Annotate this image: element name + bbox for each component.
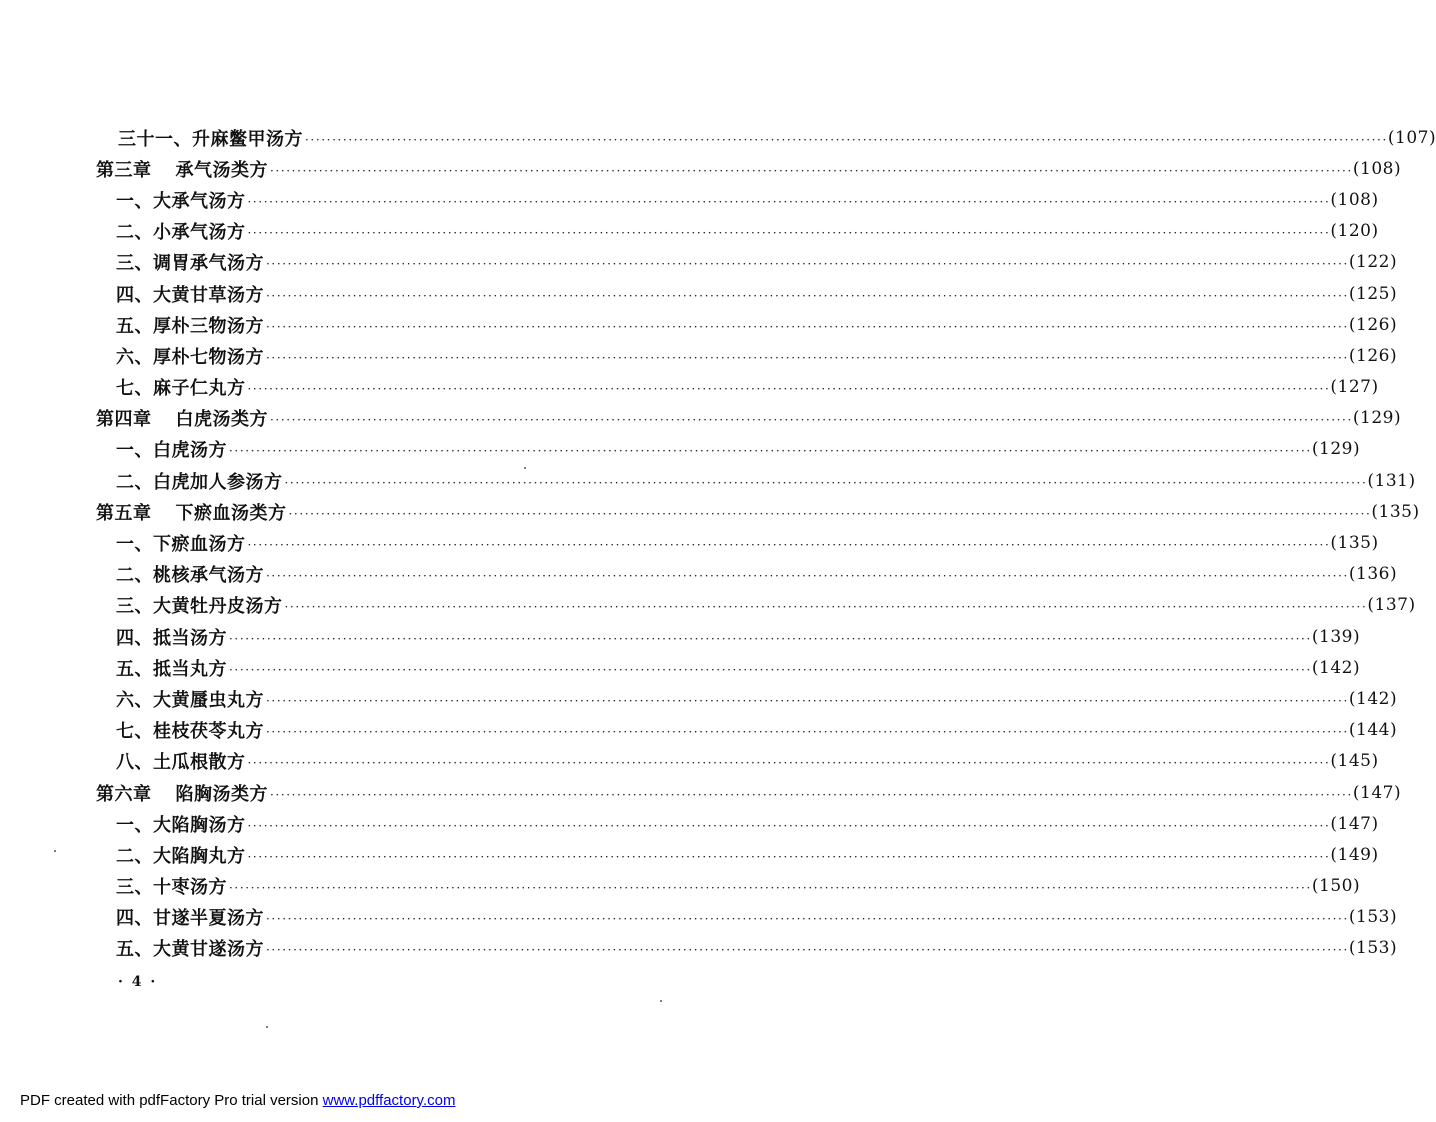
chapter-name: 下瘀血汤类方 xyxy=(175,502,287,524)
toc-entry-row xyxy=(0,184,1379,215)
chapter-title xyxy=(96,499,289,525)
page-reference: (107) xyxy=(1387,127,1436,148)
page-reference: (142) xyxy=(1348,688,1398,709)
dot-leader: ········································································································································································································ xyxy=(247,818,1331,833)
chapter-title xyxy=(96,405,270,431)
toc-entry-row xyxy=(0,216,1379,247)
toc-entry-row xyxy=(0,527,1379,558)
chapter-name: 陷胸汤类方 xyxy=(175,783,268,805)
page-reference: (137) xyxy=(1367,595,1416,616)
dot-leader: ········································································································································································································ xyxy=(266,257,1349,272)
toc-entry-row xyxy=(0,808,1379,839)
toc-entry-row xyxy=(0,683,1398,714)
toc-chapter-row xyxy=(0,403,1402,434)
entry-title: 二、小承气汤方 xyxy=(116,222,246,244)
toc-entry-row xyxy=(0,621,1361,652)
entry-title: 三、大黄牡丹皮汤方 xyxy=(116,596,283,618)
page-reference: (108) xyxy=(1330,189,1379,210)
chapter-name: 白虎汤类方 xyxy=(175,409,268,431)
pdf-footer xyxy=(20,1092,455,1109)
dot-leader: ········································································································································································································ xyxy=(266,912,1349,927)
dot-leader: ········································································································································································································ xyxy=(284,475,1368,490)
entry-title: 二、白虎加人参汤方 xyxy=(116,471,283,493)
page-reference: (149) xyxy=(1330,844,1379,865)
footer-text: PDF created with pdfFactory Pro trial version xyxy=(20,1092,319,1109)
chapter-title xyxy=(96,780,270,806)
page-reference: (145) xyxy=(1330,751,1379,772)
entry-title: 二、大陷胸丸方 xyxy=(116,845,246,867)
page-reference: (135) xyxy=(1371,501,1420,522)
page-reference: (129) xyxy=(1352,408,1402,429)
page-number: · 4 · xyxy=(118,974,158,990)
toc-entry-row xyxy=(0,247,1398,278)
toc-entry-row xyxy=(0,278,1398,309)
page-reference: (150) xyxy=(1311,876,1361,897)
dot-leader: ········································································································································································································ xyxy=(270,163,1353,178)
page-reference: (125) xyxy=(1348,283,1398,304)
entry-title: 一、大陷胸汤方 xyxy=(116,814,246,836)
table-of-contents xyxy=(0,122,1436,964)
chapter-number: 第四章 xyxy=(96,409,152,431)
dot-leader: ········································································································································································································ xyxy=(229,444,1312,459)
dot-leader: ········································································································································································································ xyxy=(284,600,1368,615)
dot-leader: ········································································································································································································ xyxy=(266,288,1349,303)
entry-title: 五、厚朴三物汤方 xyxy=(116,315,264,337)
entry-title: 四、甘遂半夏汤方 xyxy=(116,908,264,930)
toc-entry-row xyxy=(0,340,1398,371)
page-reference: (136) xyxy=(1348,564,1398,585)
entry-title: 四、抵当汤方 xyxy=(116,627,227,649)
toc-entry-row xyxy=(0,372,1379,403)
page-reference: (147) xyxy=(1330,813,1379,834)
entry-title: 八、土瓜根散方 xyxy=(116,752,246,774)
scan-speck xyxy=(660,1000,662,1002)
entry-title: 六、厚朴七物汤方 xyxy=(116,346,264,368)
dot-leader: ········································································································································································································ xyxy=(229,881,1312,896)
scan-speck xyxy=(266,1026,268,1028)
dot-leader: ········································································································································································································ xyxy=(266,350,1349,365)
entry-title: 三、调胃承气汤方 xyxy=(116,253,264,275)
toc-chapter-row xyxy=(0,496,1420,527)
page-reference: (122) xyxy=(1348,252,1398,273)
page-reference: (147) xyxy=(1352,782,1402,803)
entry-title: 七、麻子仁丸方 xyxy=(116,378,246,400)
entry-title: 一、大承气汤方 xyxy=(116,190,246,212)
toc-entry-row xyxy=(0,652,1361,683)
toc-entry-row xyxy=(0,465,1416,496)
scan-speck xyxy=(524,467,526,469)
page-reference: (126) xyxy=(1348,314,1398,335)
dot-leader: ········································································································································································································ xyxy=(288,506,1372,521)
entry-title: 三十一、升麻鳖甲汤方 xyxy=(118,128,303,150)
toc-entry-row xyxy=(0,871,1361,902)
entry-title: 三、十枣汤方 xyxy=(116,877,227,899)
page-reference: (135) xyxy=(1330,533,1379,554)
toc-entry-row xyxy=(0,746,1379,777)
dot-leader: ········································································································································································································ xyxy=(266,693,1349,708)
chapter-number: 第五章 xyxy=(96,502,152,524)
dot-leader: ········································································································································································································ xyxy=(266,319,1349,334)
toc-chapter-row xyxy=(0,153,1402,184)
scan-speck xyxy=(54,850,56,852)
toc-entry-row xyxy=(0,122,1436,153)
page-reference: (108) xyxy=(1352,158,1402,179)
toc-entry-row xyxy=(0,902,1398,933)
chapter-number: 第三章 xyxy=(96,159,152,181)
toc-entry-row xyxy=(0,715,1398,746)
entry-title: 五、抵当丸方 xyxy=(116,658,227,680)
chapter-title xyxy=(96,156,270,182)
page-reference: (153) xyxy=(1348,907,1398,928)
entry-title: 五、大黄甘遂汤方 xyxy=(116,939,264,961)
toc-entry-row xyxy=(0,839,1379,870)
entry-title: 七、桂枝茯苓丸方 xyxy=(116,721,264,743)
page-reference: (131) xyxy=(1367,470,1416,491)
entry-title: 一、白虎汤方 xyxy=(116,440,227,462)
page-reference: (144) xyxy=(1348,720,1398,741)
toc-entry-row xyxy=(0,559,1398,590)
page-reference: (139) xyxy=(1311,626,1361,647)
page-reference: (142) xyxy=(1311,657,1361,678)
chapter-number: 第六章 xyxy=(96,783,152,805)
footer-link[interactable]: www.pdffactory.com xyxy=(322,1092,456,1109)
page-reference: (126) xyxy=(1348,345,1398,366)
toc-entry-row xyxy=(0,933,1398,964)
dot-leader: ········································································································································································································ xyxy=(247,226,1331,241)
dot-leader: ········································································································································································································ xyxy=(305,132,1388,147)
dot-leader: ········································································································································································································ xyxy=(247,538,1331,553)
page-reference: (129) xyxy=(1311,439,1361,460)
dot-leader: ········································································································································································································ xyxy=(247,382,1331,397)
dot-leader: ········································································································································································································ xyxy=(270,787,1353,802)
entry-title: 六、大黄蜃虫丸方 xyxy=(116,689,264,711)
chapter-name: 承气汤类方 xyxy=(175,159,268,181)
page-reference: (153) xyxy=(1348,938,1398,959)
entry-title: 四、大黄甘草汤方 xyxy=(116,284,264,306)
dot-leader: ········································································································································································································ xyxy=(270,413,1353,428)
dot-leader: ········································································································································································································ xyxy=(247,756,1331,771)
page-reference: (127) xyxy=(1330,377,1379,398)
entry-title: 一、下瘀血汤方 xyxy=(116,534,246,556)
toc-entry-row xyxy=(0,590,1416,621)
dot-leader: ········································································································································································································ xyxy=(229,631,1312,646)
entry-title: 二、桃核承气汤方 xyxy=(116,565,264,587)
dot-leader: ········································································································································································································ xyxy=(247,849,1331,864)
dot-leader: ········································································································································································································ xyxy=(229,662,1312,677)
toc-chapter-row xyxy=(0,777,1402,808)
dot-leader: ········································································································································································································ xyxy=(266,569,1349,584)
toc-entry-row xyxy=(0,309,1398,340)
dot-leader: ········································································································································································································ xyxy=(266,943,1349,958)
dot-leader: ········································································································································································································ xyxy=(247,194,1331,209)
dot-leader: ········································································································································································································ xyxy=(266,725,1349,740)
page-reference: (120) xyxy=(1330,221,1379,242)
toc-entry-row xyxy=(0,434,1361,465)
